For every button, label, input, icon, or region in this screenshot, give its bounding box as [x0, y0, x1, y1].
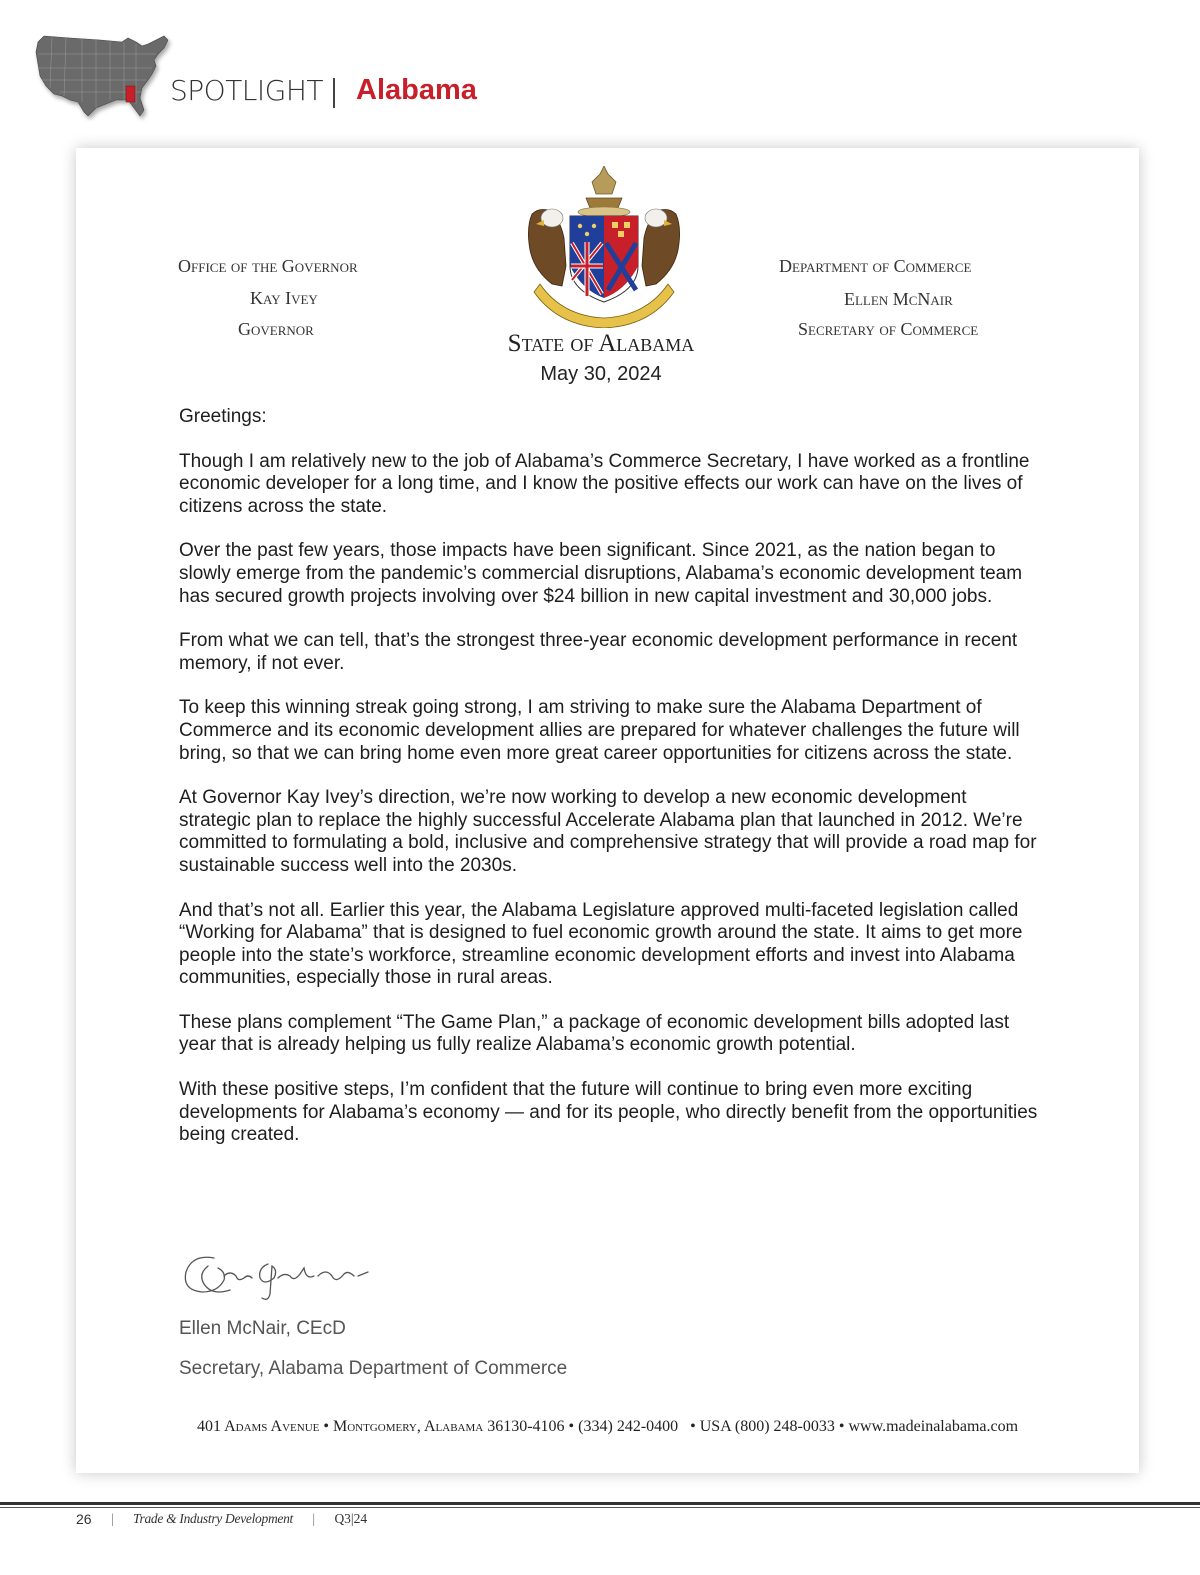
address-street: 401 Adams Avenue [196, 1418, 320, 1435]
paragraph: With these positive steps, I’m confident that the future will continue to bring even more exciting developments for Alabama’s economy — and for its people, who directly benefit from the opportunities being created. [179, 1079, 1038, 1146]
footer-rule-thin [0, 1507, 1200, 1508]
letter-date: May 30, 2024 [540, 363, 662, 385]
letter-body [179, 406, 1039, 1169]
us-map-icon [30, 28, 180, 128]
paragraph: At Governor Kay Ivey’s direction, we’re now working to develop a new economic development strategic plan to replace the highly successful Accelerate Alabama plan that launched in 2012. We’re committed to formulating a bold, inclusive and comprehensive strategy that will provide a road map for sustainable success well into the 2030s. [179, 787, 1037, 876]
state-name: State of Alabama [507, 330, 695, 357]
spotlight-header [0, 0, 1200, 140]
governor-name: Kay Ivey [250, 288, 318, 308]
signer-name: Ellen McNair, CEcD [179, 1318, 346, 1339]
footer-rule [0, 1502, 1200, 1505]
paragraph: From what we can tell, that’s the strongest three-year economic development performance in recent memory, if not ever. [179, 630, 1018, 674]
alabama-highlight-icon [126, 86, 135, 102]
commerce-secretary-name: Ellen McNair [844, 289, 953, 309]
footer-divider: | [110, 1510, 114, 1526]
signer-title: Secretary, Alabama Department of Commerce [179, 1358, 568, 1379]
paragraph: Though I am relatively new to the job of Alabama’s Commerce Secretary, I have worked as a frontline economic developer for a long time, and I know the positive effects our work can have on the lives of citizens across the state. [179, 450, 1030, 517]
paragraph: These plans complement “The Game Plan,” a package of economic development bills adopted last year that is already helping us fully realize Alabama’s economic growth potential. [179, 1011, 1010, 1056]
header-divider [333, 78, 335, 108]
issue-label: Q3|24 [334, 1510, 368, 1526]
page-footer [76, 1510, 367, 1530]
paragraph: And that’s not all. Earlier this year, the Alabama Legislature approved multi-faceted legislation called “Working for Alabama” that is designed to fuel economic growth around the state. It aims to get more people into the state’s workforce, streamline economic development efforts and invest into Alabama communities, especially those in rural areas. [179, 899, 1023, 989]
commerce-secretary-title: Secretary of Commerce [798, 319, 979, 339]
governor-title: Governor [238, 319, 314, 339]
magazine-name: Trade & Industry Development [133, 1510, 293, 1526]
page-number: 26 [76, 1510, 92, 1527]
commerce-department: Department of Commerce [779, 256, 972, 276]
address-phone: (334) 242-0400 [578, 1418, 679, 1435]
governor-office: Office of the Governor [178, 256, 358, 276]
signature-icon [178, 1246, 378, 1308]
address-website: www.madeinalabama.com [848, 1418, 1019, 1435]
address-city: Montgomery, Alabama [332, 1418, 484, 1435]
address-zip: 36130-4106 [487, 1418, 565, 1435]
footer-divider: | [312, 1510, 316, 1526]
greeting: Greetings: [179, 406, 267, 427]
letterhead-address: 401 Adams Avenue • Montgomery, Alabama 36130-4106 • (334) 242-0400 • USA (800) 248-0033 • www.madeinalabama.com [196, 1418, 1019, 1435]
paragraph: Over the past few years, those impacts have been significant. Since 2021, as the nation began to slowly emerge from the pandemic’s commercial disruptions, Alabama’s economic development team has secured growth projects involving over $24 billion in new capital investment and 30,000 jobs. [179, 540, 1023, 607]
spotlight-label: SPOTLIGHT [170, 74, 324, 107]
paragraph: To keep this winning streak going strong, I am striving to make sure the Alabama Department of Commerce and its economic development allies are prepared for whatever challenges the future will bring, so that we can bring home even more great career opportunities for citizens across the state. [179, 697, 1020, 764]
alabama-seal-icon [522, 166, 686, 328]
letter-card [76, 148, 1139, 1473]
spotlight-state: Alabama [356, 74, 477, 106]
address-usa-phone: USA (800) 248-0033 [699, 1418, 835, 1435]
